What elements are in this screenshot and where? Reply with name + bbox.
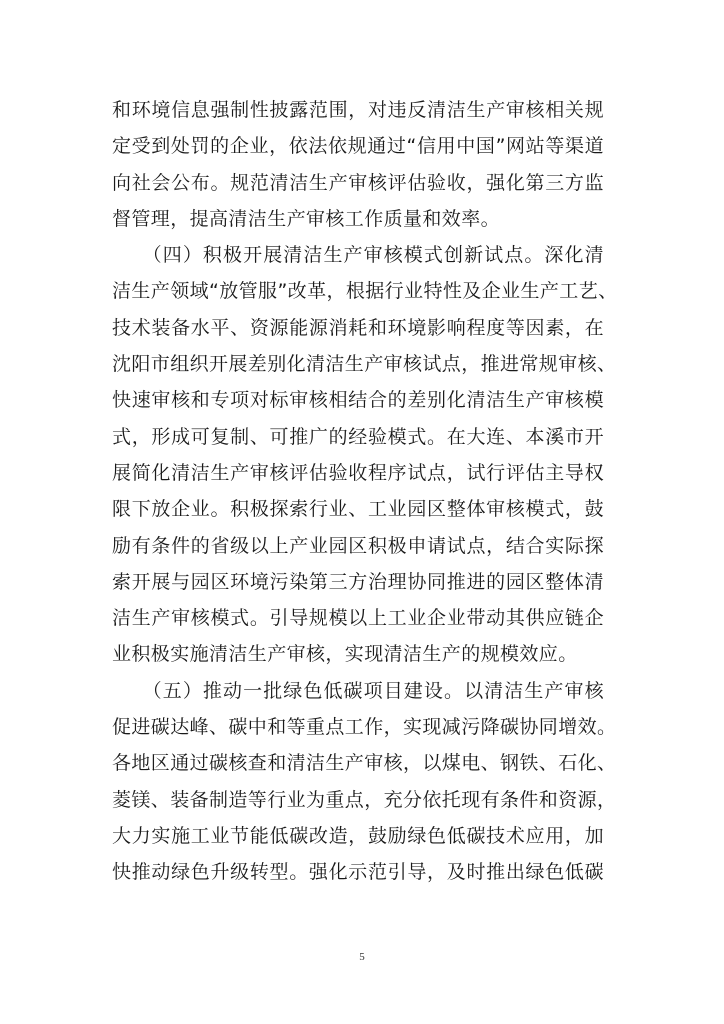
- text-line: 菱镁、装备制造等行业为重点，充分依托现有条件和资源，: [112, 788, 617, 811]
- text-line: 快推动绿色升级转型。强化示范引导，及时推出绿色低碳: [112, 861, 604, 884]
- text-line: 展简化清洁生产审核评估验收程序试点，试行评估主导权: [112, 461, 604, 484]
- text-line: 督管理，提高清洁生产审核工作质量和效率。: [112, 207, 501, 230]
- page-number: 5: [359, 951, 365, 963]
- text-line: 和环境信息强制性披露范围，对违反清洁生产审核相关规: [112, 99, 604, 121]
- text-line: 洁生产审核模式。引导规模以上工业企业带动其供应链企: [112, 607, 604, 630]
- text-line: 定受到处罚的企业，依法依规通过“信用中国”网站等渠道: [112, 135, 604, 158]
- text-line: 励有条件的省级以上产业园区积极申请试点，结合实际探: [112, 534, 604, 557]
- text-line: （四）积极开展清洁生产审核模式创新试点。深化清: [112, 244, 604, 267]
- body-text: [112, 92, 618, 891]
- text-line: 大力实施工业节能低碳改造，鼓励绿色低碳技术应用，加: [112, 824, 604, 847]
- text-line: 快速审核和专项对标审核相结合的差别化清洁生产审核模: [112, 389, 604, 412]
- text-line: 式，形成可复制、可推广的经验模式。在大连、本溪市开: [112, 425, 604, 448]
- text-line: 洁生产领域“放管服”改革，根据行业特性及企业生产工艺、: [112, 280, 618, 303]
- text-line: 业积极实施清洁生产审核，实现清洁生产的规模效应。: [112, 643, 578, 666]
- text-line: 各地区通过碳核查和清洁生产审核，以煤电、钢铁、石化、: [112, 752, 617, 775]
- text-line: 沈阳市组织开展差别化清洁生产审核试点，推进常规审核、: [112, 353, 617, 376]
- text-line: （五）推动一批绿色低碳项目建设。以清洁生产审核: [112, 679, 604, 702]
- text-line: 向社会公布。规范清洁生产审核评估验收，强化第三方监: [112, 171, 604, 194]
- text-line: 限下放企业。积极探索行业、工业园区整体审核模式，鼓: [112, 498, 604, 521]
- text-line: 索开展与园区环境污染第三方治理协同推进的园区整体清: [112, 570, 604, 593]
- text-line: 技术装备水平、资源能源消耗和环境影响程度等因素，在: [112, 316, 604, 339]
- text-line: 促进碳达峰、碳中和等重点工作，实现减污降碳协同增效。: [112, 716, 617, 739]
